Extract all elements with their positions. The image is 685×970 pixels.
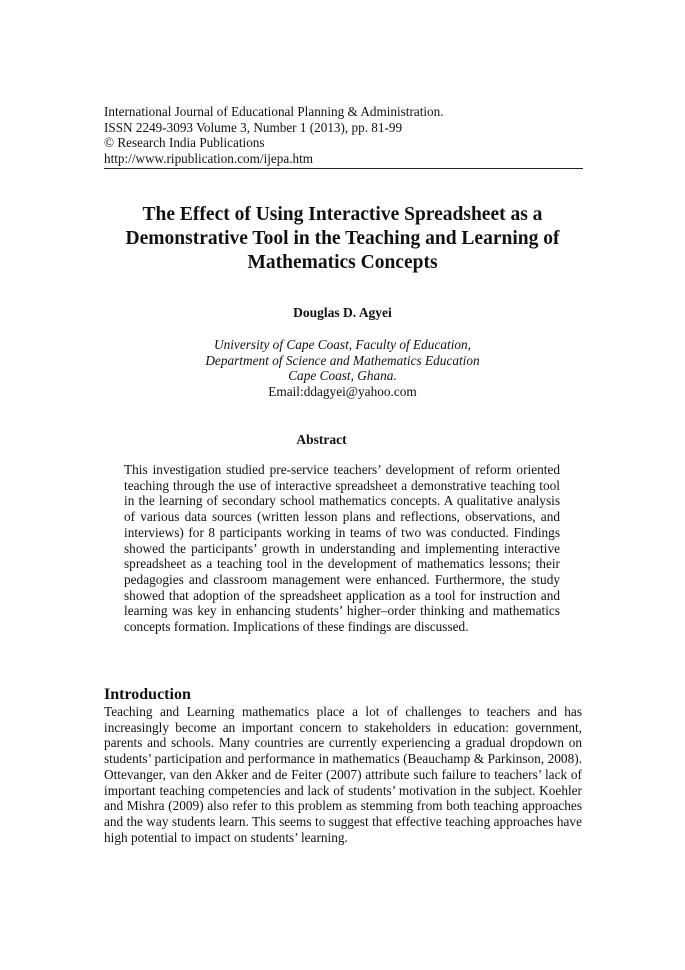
journal-name: International Journal of Educational Planning & Administration. [104,104,444,119]
affiliation-line-3: Cape Coast, Ghana. [288,368,397,383]
introduction-heading: Introduction [104,686,191,703]
abstract-heading: Abstract [296,432,347,447]
paper-title: The Effect of Using Interactive Spreadsheet as a Demonstrative Tool in the Teaching and Learning of Mathematics Concepts [125,204,560,273]
affiliation-line-1: University of Cape Coast, Faculty of Education, [213,337,472,352]
issn-line: ISSN 2249-3093 Volume 3, Number 1 (2013), pp. 81-99 [104,119,403,135]
author-email[interactable]: Email:ddagyei@yahoo.com [268,383,417,399]
affiliation-line-2: Department of Science and Mathematics Education [205,352,480,368]
journal-url[interactable]: http://www.ripublication.com/ijepa.htm [104,150,314,166]
publisher-line: © Research India Publications [104,135,265,150]
author-name: Douglas D. Agyei [293,305,392,320]
abstract-text: This investigation studied pre-service teachers’ development of reform oriented teaching through the use of interactive spreadsheet a demonstrative teaching tool in the learning of secondary school mathematics concepts. A qualitative analysis of various data sources (written lesson plans and reflections, observations, and interviews) for 8 participants working in teams of two was conducted. Findings showed the participants’ growth in understanding and implementing interactive spreadsheet as a teaching tool in the development of mathematics lessons; their pedagogies and classroom management were enhanced. Furthermore, the study showed that adoption of the spreadsheet application as a tool for instruction and learning was key in enhancing students’ higher–order thinking and mathematics concepts formation. Implications of these findings are discussed. [124,462,560,635]
introduction-text: Teaching and Learning mathematics place a lot of challenges to teachers and has increasingly become an important concern to stakeholders in education: government, parents and schools. Many countries are currently experiencing a gradual dropdown on students’ participation and performance in mathematics (Beauchamp & Parkinson, 2008). Ottevanger, van den Akker and de Feiter (2007) attribute such failure to teachers’ lack of important teaching competencies and lack of students’ motivation in the subject. Koehler and Mishra (2009) also refer to this problem as stemming from both teaching approaches and the way students learn. This seems to suggest that effective teaching approaches have high potential to impact on students’ learning. [104,704,582,845]
journal-header [104,104,583,169]
affiliation-block [0,337,685,399]
